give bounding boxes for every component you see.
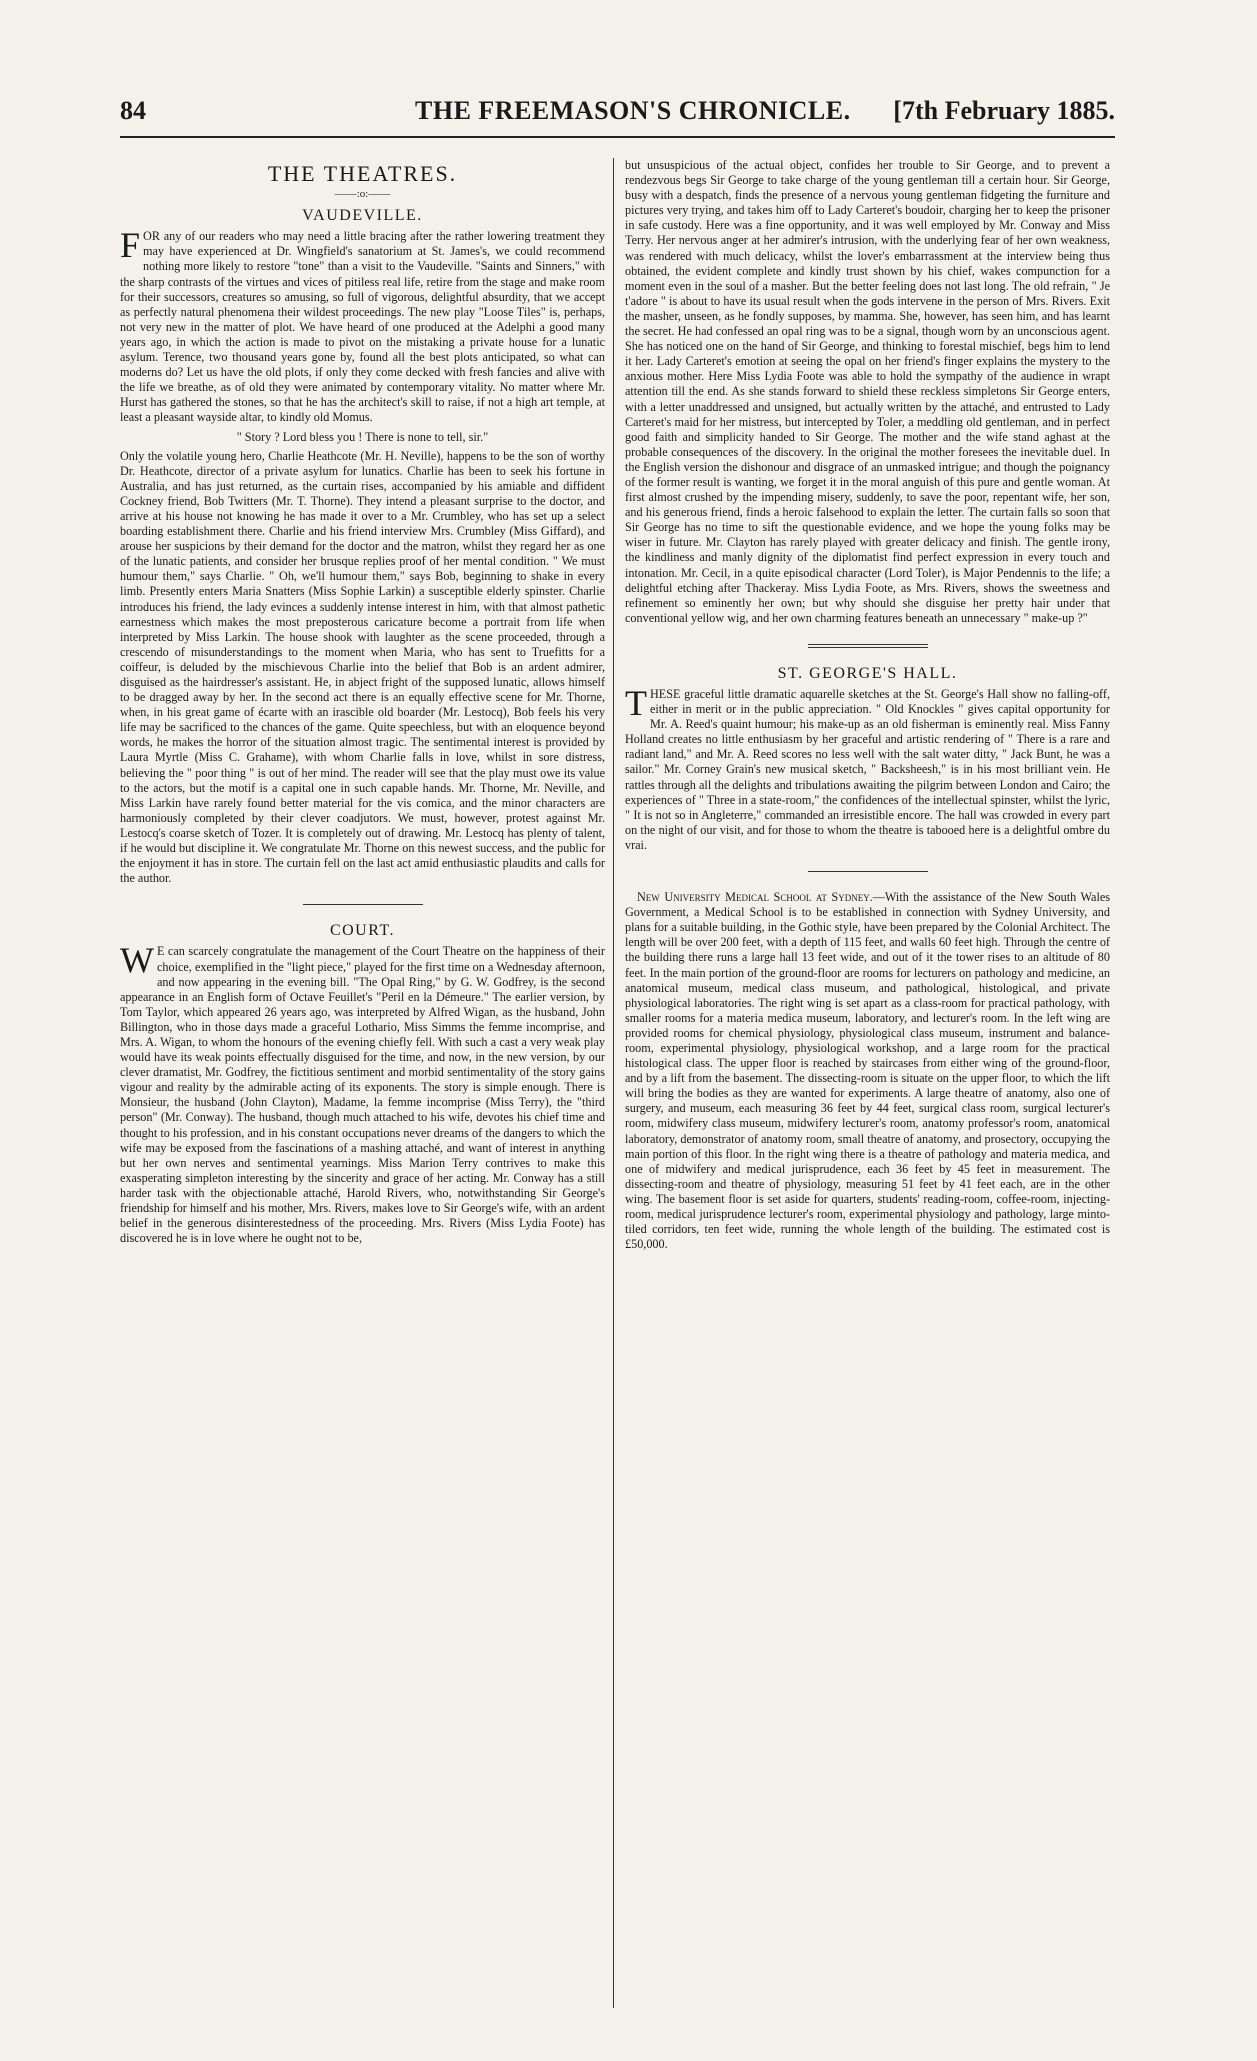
drop-cap: F	[120, 225, 141, 266]
section-rule	[808, 644, 928, 648]
section-rule	[303, 904, 423, 905]
st-georges-heading: ST. GEORGE'S HALL.	[777, 664, 958, 682]
sydney-paragraph	[625, 890, 1110, 1252]
issue-date: [7th February 1885.	[893, 96, 1115, 125]
vaudeville-paragraph-1	[120, 225, 605, 425]
drop-cap: W	[120, 940, 154, 981]
st-georges-text: HESE graceful little dramatic aquarelle sketches at the St. George's Hall show no falling-off, either in merit or in the public appreciation. " Old Knockles " gives capital opportunity for Mr. A. Reed's quaint humour; his make-up as an old fisherman is eminently real. Miss Fanny Holland creates no little enthusiasm by her graceful and artistic rendering of " There is a rare and radiant land," and Mr. A. Reed scores no less well with the salt water ditty, " Jack Bunt, he was a sailor." Mr. Corney Grain's new musical sketch, " Backsheesh," is in his most brilliant vein. He rattles through all the delights and tribulations awaiting the pilgrim between London and Cairo; the experiences of " Three in a state-room," the confidences of the intellectual spinster, whilst the lyric, " It is not so in Angleterre," commanded an irresistible encore. The hall was crowded in every part on the night of our visit, and for those to whom the theatre is tabooed here is a delightful ombre du vrai.	[625, 687, 1110, 852]
drop-cap: T	[625, 683, 647, 723]
court-paragraph-2: but unsuspicious of the actual object, confides her trouble to Sir George, and to prevent a rendezvous begs Sir George to take charge of the young gentleman till a certain hour. Sir George, busy with a despatch, finds the presence of a nervous young gentleman fidgeting the furniture and pictures very trying, and takes him off to Lady Carteret's boudoir, charging her to keep the prisoner in safe custody. Here was a fine opportunity, and it was well employed by Mr. Conway and Miss Terry. Her nervous anger at her admirer's intrusion, with the underlying fear of her own weakness, was rendered with much delicacy, whilst the lover's embarrassment at the interview being thus obtained, the evident complete and kindly trust shown by his chief, wakes compunction for a moment even in the soul of a masher. But the better feeling does not last long. The old refrain, " Je t'adore " is about to have its usual result when the gods intervene in the person of Mrs. Rivers. Exit the masher, unseen, as he fondly supposes, by mamma. She, however, has seen him, and has learnt the secret. He had confessed an opal ring was to be a signal, though worn by an unconscious agent. She has noticed one on the hand of Sir George, and thinking to forestal mischief, begs him to lend it her. Lady Carteret's emotion at seeing the opal on her friend's finger explains the mystery to the anxious mother. Here Miss Lydia Foote was able to hold the sympathy of the audience in wrapt attention till the end. As she stands forward to shield these reckless simpletons Sir George enters, with a letter unaddressed and unsigned, but actually written by the attaché, and entrusted to Lady Carteret's maid for her mistress, but intercepted by Toler, a meddling old gentleman, and in perfect good faith and simplicity handed to Sir George. The mother and the wife stand aghast at the probable consequences of the discovery. In the original the mother foresees the inevitable duel. In the English version the dishonour and disgrace of an unmasked intrigue; and though the poignancy of the former result is wanting, we forget it in the moral anguish of this pure and gentle woman. At first almost crushed by the impending misery, suddenly, to save the poor, repentant wife, her son, and his generous friend, finds a heroic falsehood to explain the letter. The curtain falls so soon that Sir George has no time to sift the questionable evidence, and we hope the young folks may be wiser in future. Mr. Clayton has rarely played with greater delicacy and finish. The gentle irony, the kindliness and manly dignity of the diplomatist find perfect expression in every touch and intonation. Mr. Cecil, in a quite episodical character (Lord Toler), is Major Pendennis to the life; a delightful etching after Thackeray. Miss Lydia Foote, as Mrs. Rivers, shows the sweetness and refinement so eminently her own; but why should she disguise her pretty hair under that conventional yellow wig, and her own charming features beneath an unnecessary " make-up ?"	[625, 158, 1110, 625]
left-column	[120, 158, 605, 1250]
column-divider	[613, 158, 614, 2008]
masthead-title: THE FREEMASON'S CHRONICLE.	[415, 96, 851, 125]
ornament: ——:o:——	[334, 188, 391, 201]
st-georges-paragraph	[625, 683, 1110, 853]
vaudeville-text-1: OR any of our readers who may need a little bracing after the rather lowering treatment they may have experienced at Dr. Wingfield's sanatorium at St. James's, we could recommend nothing more likely to restore "tone" than a visit to the Vaudeville. "Saints and Sinners," with the sharp contrasts of the virtues and vices of pitiless real life, retire from the stage and make room for their successors, creatures so amusing, so full of vigorous, delightful absurdity, that we accept as perfectly natural phenomena their wildest proceedings. The new play "Loose Tiles" is, perhaps, not very new in the matter of plot. We have heard of one produced at the Adelphi a good many years ago, in which the action is made to pivot on the mistaking a private house for a lunatic asylum. Terence, two thousand years gone by, found all the best plots anticipated, so what can moderns do? Let us have the old plots, if only they come decked with fresh fancies and alive with the life we breathe, as of old they were animated by contemporary vitality. No matter where Mr. Hurst has gathered the stones, so that he has the architect's skill to raise, if not a high art temple, at least a pleasant wayside altar, to kindly old Momus.	[120, 229, 605, 425]
vaudeville-paragraph-2: Only the volatile young hero, Charlie Heathcote (Mr. H. Neville), happens to be the son of worthy Dr. Heathcote, director of a private asylum for lunatics. Charlie has been to seek his fortune in Australia, and has just returned, as the curtain rises, accompanied by his amiable and diffident Cockney friend, Bob Twitters (Mr. T. Thorne). They intend a pleasant surprise to the doctor, and arrive at his house not knowing he has made it over to a Mr. Crumbley, who has set up a select boarding establishment there. Charlie and his friend interview Mrs. Crumbley (Miss Giffard), and arouse her suspicions by their demand for the doctor and the matron, whilst they regard her as one of the lunatic patients, and consider her brusque replies proof of her mental condition. " We must humour them," says Charlie. " Oh, we'll humour them," says Bob, beginning to shake in every limb. Presently enters Maria Snatters (Miss Sophie Larkin) a susceptible elderly spinster. Charlie introduces his friend, the lady evinces a suddenly intense interest in him, with that almost pathetic earnestness which makes the most preposterous caricature become a portrait from life when interpreted by Miss Larkin. The house shook with laughter as the scene proceeded, through a crescendo of misunderstandings to the moment when Maria, who has sent to Truefitts for a coiffeur, is deluded by the mischievous Charlie into the belief that Bob is an ardent admirer, disguised as the hairdresser's assistant. He, in abject fright of the supposed lunatic, allows himself to be dragged away by her. In the second act there is an equally effective scene for Mr. Thorne, when, in his great game of écarte with an irascible old boarder (Mr. Lestocq), Bob feels his very life may be sacrificed to the chances of the game. Quite speechless, but with an eloquence beyond words, he makes the horror of the situation almost tragic. The sentimental interest is provided by Laura Myrtle (Miss C. Grahame), with whom Charlie falls in love, whilst in sore distress, believing the " poor thing " is out of her mind. The reader will see that the play must owe its value to the actors, but the motif is a capital one in such capable hands. Mr. Thorne, Mr. Neville, and Miss Larkin have rarely found better material for the vis comica, and the minor characters are harmoniously completed by their clever coadjutors. We must, however, protest against Mr. Lestocq's coarse sketch of Tozer. It is completely out of drawing. Mr. Lestocq has plenty of talent, if he would but discipline it. We congratulate Mr. Thorne on this newest success, and the public for the enjoyment it has in store. The curtain fell on the last act amid enthusiastic plaudits and calls for the author.	[120, 448, 605, 886]
newspaper-page	[120, 96, 1115, 2016]
vaudeville-quote: " Story ? Lord bless you ! There is none to tell, sir."	[236, 429, 489, 444]
theatres-heading: THE THEATRES.	[267, 161, 458, 186]
section-rule	[808, 871, 928, 872]
page-number: 84	[120, 96, 146, 125]
vaudeville-heading: VAUDEVILLE.	[302, 207, 423, 225]
court-paragraph-1	[120, 940, 605, 1246]
page-header	[120, 96, 1115, 138]
sydney-lead: New University Medical School at Sydney.	[637, 890, 873, 905]
sydney-body: —With the assistance of the New South Wales Government, a Medical School is to be established in connection with Sydney University, and plans for a suitable building, in the Gothic style, have been prepared by the Colonial Architect. The length will be over 200 feet, with a depth of 115 feet, and walls 60 feet high. Through the centre of the building there runs a large hall 13 feet wide, and out of it the tower rises to an altitude of 80 feet. In the main portion of the ground-floor are rooms for lecturers on pathology and medicine, an anatomical museum, medical class museum, and pathological, histological, and private physiological laboratories. The right wing is set apart as a class-room for practical pathology, with smaller rooms for a materia medica museum, laboratory, and lecturer's room. In the left wing are provided rooms for chemical physiology, physiological class museum, instrument and balance-room, experimental physiology, physiological workshop, and a large room for the practical histological class. The upper floor is reached by staircases from either wing of the ground-floor, and by a lift from the basement. The dissecting-room is situate on the upper floor, to which the lift will bring the bodies as they are wanted for experiments. A large theatre of anatomy, also one of surgery, and museum, each measuring 36 feet by 44 feet, surgical class room, surgical lecturer's room, midwifery class museum, midwifery lecturer's room, anatomy professor's room, anatomical laboratory, demonstrator of anatomy room, small theatre of anatomy, and prosectory, occupying the main portion of this floor. In the right wing there is a theatre of pathology and materia medica, and one of midwifery and medical jurisprudence, each 36 feet by 45 feet in measurement. The dissecting-room and theatre of physiology, measuring 51 feet by 41 feet each, are in the other wing. The basement floor is set aside for quarters, students' reading-room, coffee-room, injecting-room, medical jurisprudence lecturer's room, experimental physiology and pathology, large minto-tiled corridors, ten feet wide, running the whole length of the building. The estimated cost is £50,000.	[625, 890, 1110, 1252]
right-column	[625, 158, 1110, 1256]
court-heading: COURT.	[329, 922, 396, 940]
court-text-1: E can scarcely congratulate the management of the Court Theatre on the happiness of their choice, exemplified in the "light piece," played for the first time on a Wednesday afternoon, and now appearing in the evening bill. "The Opal Ring," by G. W. Godfrey, is the second appearance in an English form of Octave Feuillet's "Peril en la Démeure." The earlier version, by Tom Taylor, which appeared 26 years ago, was interpreted by Alfred Wigan, as the husband, John Billington, who in those days made a graceful Lothario, Miss Simms the femme incomprise, and Mrs. A. Wigan, to whom the honours of the evening chiefly fell. With such a cast a very weak play would have its weak points effectually disguised for the time, and now, in the new version, by our clever dramatist, Mr. Godfrey, the fictitious sentiment and morbid sentimentality of the story gains vigour and reality by the admirable acting of its exponents. The story is simple enough. There is Monsieur, the husband (John Clayton), Madame, la femme incomprise (Miss Terry), the "third person" (Mr. Conway). The husband, though much attached to his wife, devotes his chief time and thought to his profession, and in his constant occupations never dreams of the dangers to which the wife may be exposed from the fascinations of a mashing attaché, and want of interest in anything but her own nerves and sentimental yearnings. Miss Marion Terry contrives to make this exasperating simpleton interesting by the sincerity and grace of her acting. Mr. Conway has a still harder task with the objectionable attaché, Harold Rivers, who, notwithstanding Sir George's friendship for himself and his mother, Mrs. Rivers, makes love to Sir George's wife, with an ardent belief in the generous disinterestedness of the proceeding. Mrs. Rivers (Miss Lydia Foote) has discovered he is in love where he ought not to be,	[120, 944, 605, 1246]
